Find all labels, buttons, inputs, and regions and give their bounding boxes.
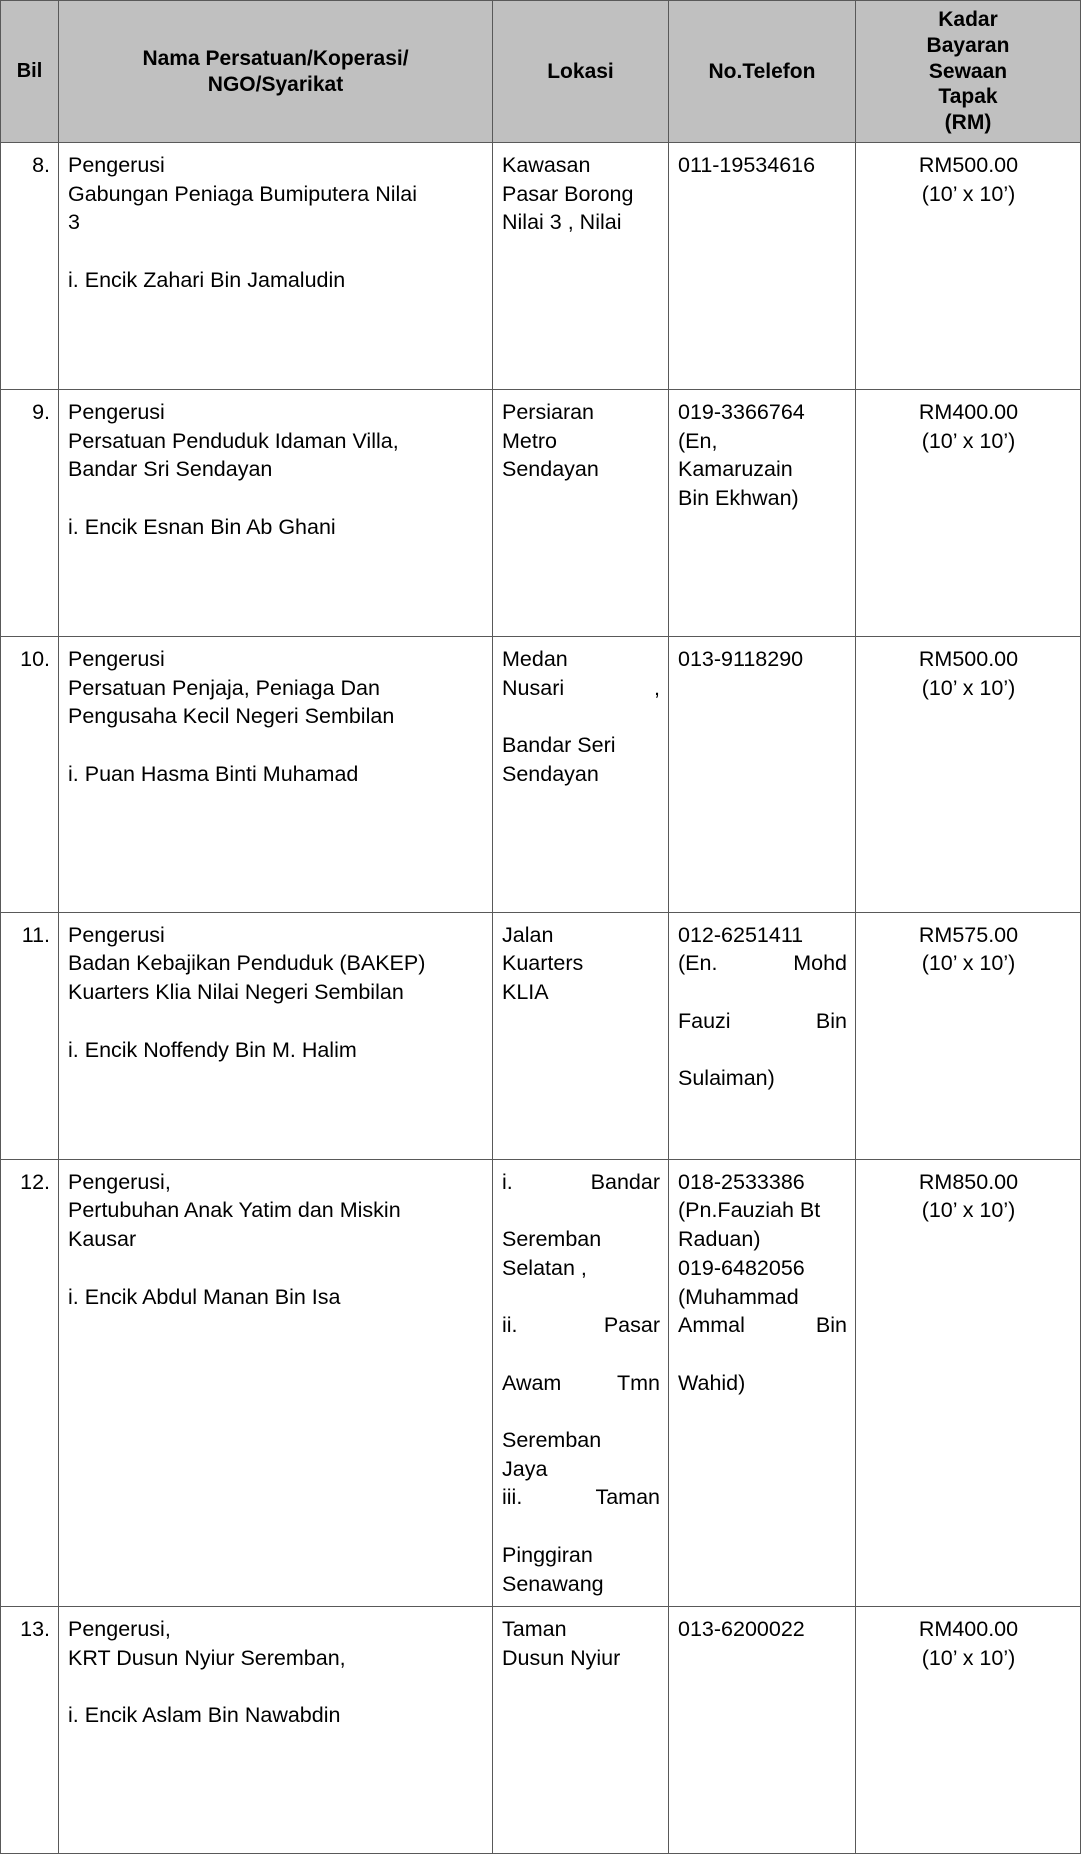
cell-telefon bbox=[669, 390, 856, 637]
nama-org-line: Persatuan Penduduk Idaman Villa, bbox=[68, 428, 399, 453]
column-header-bil-label: Bil bbox=[16, 60, 43, 83]
lokasi-line: Pinggiran bbox=[502, 1542, 593, 1567]
telefon-line: (Muhammad bbox=[678, 1284, 799, 1309]
lokasi-line: Medan bbox=[502, 647, 568, 672]
cell-telefon bbox=[669, 912, 856, 1159]
table-header-row bbox=[1, 1, 1081, 143]
nama-role: Pengerusi bbox=[68, 647, 165, 672]
nama-person: i. Encik Abdul Manan Bin Isa bbox=[68, 1284, 341, 1309]
lokasi-spacer bbox=[502, 1036, 660, 1065]
telefon-line: (En, bbox=[678, 428, 718, 453]
lokasi-line: Seremban bbox=[502, 1428, 602, 1453]
kadar-amount: RM850.00 bbox=[918, 1169, 1019, 1194]
lokasi-spacer bbox=[502, 1701, 660, 1730]
column-header-bil bbox=[1, 1, 59, 143]
lokasi-spacer bbox=[502, 1788, 660, 1817]
lokasi-spacer bbox=[502, 1093, 660, 1122]
nama-org-line: Persatuan Penjaja, Peniaga Dan bbox=[68, 675, 380, 700]
lokasi-line: Seremban bbox=[502, 1227, 602, 1252]
table-row bbox=[1, 390, 1081, 637]
lokasi-line: Persiaran bbox=[502, 400, 595, 425]
cell-nama bbox=[59, 637, 493, 913]
cell-kadar bbox=[856, 912, 1081, 1159]
kadar-size: (10’ x 10’) bbox=[921, 181, 1016, 206]
lokasi-spacer bbox=[502, 323, 660, 352]
cell-nama bbox=[59, 390, 493, 637]
lokasi-spacer bbox=[502, 1122, 660, 1151]
cell-lokasi bbox=[493, 390, 669, 637]
bil-value: 12. bbox=[20, 1169, 50, 1194]
cell-bil bbox=[1, 637, 59, 913]
nama-role: Pengerusi, bbox=[68, 1169, 171, 1194]
lokasi-spacer bbox=[502, 1730, 660, 1759]
table-row bbox=[1, 912, 1081, 1159]
nama-role: Pengerusi bbox=[68, 922, 165, 947]
telefon-line: 019-6482056 bbox=[678, 1255, 805, 1280]
cell-kadar bbox=[856, 143, 1081, 390]
lokasi-line: ii. Pasar bbox=[502, 1313, 660, 1338]
kadar-size: (10’ x 10’) bbox=[921, 675, 1016, 700]
lokasi-spacer bbox=[502, 1817, 660, 1846]
telefon-line: Fauzi Bin bbox=[678, 1008, 847, 1033]
table-row bbox=[1, 637, 1081, 913]
telefon-line: Ammal Bin bbox=[678, 1313, 847, 1338]
lokasi-spacer bbox=[502, 1064, 660, 1093]
column-header-kadar-label-line3: Sewaan bbox=[928, 59, 1008, 83]
telefon-line: 018-2533386 bbox=[678, 1169, 805, 1194]
lokasi-line: Senawang bbox=[502, 1571, 604, 1596]
cell-kadar bbox=[856, 390, 1081, 637]
kadar-amount: RM400.00 bbox=[918, 1617, 1019, 1642]
column-header-kadar-label-line5: (RM) bbox=[944, 110, 992, 134]
column-header-telefon bbox=[669, 1, 856, 143]
kadar-amount: RM500.00 bbox=[918, 153, 1019, 177]
lokasi-spacer bbox=[502, 513, 660, 542]
telefon-line: 013-6200022 bbox=[678, 1617, 805, 1642]
nama-role: Pengerusi, bbox=[68, 1617, 171, 1642]
cell-bil bbox=[1, 143, 59, 390]
column-header-kadar-label-line2: Bayaran bbox=[926, 34, 1010, 58]
cell-lokasi bbox=[493, 637, 669, 913]
nama-org-line: Pertubuhan Anak Yatim dan Miskin bbox=[68, 1198, 401, 1223]
lokasi-line: Dusun Nyiur bbox=[502, 1645, 621, 1670]
lokasi-spacer bbox=[502, 817, 660, 846]
lokasi-line: KLIA bbox=[502, 980, 549, 1005]
cell-lokasi bbox=[493, 1159, 669, 1606]
nama-org-line: Pengusaha Kecil Negeri Sembilan bbox=[68, 704, 395, 729]
lokasi-line: Metro bbox=[502, 428, 557, 453]
telefon-line: Wahid) bbox=[678, 1370, 746, 1395]
column-header-nama-label-line1: Nama Persatuan/Koperasi/ bbox=[142, 46, 409, 70]
cell-nama bbox=[59, 143, 493, 390]
nama-person: i. Puan Hasma Binti Muhamad bbox=[68, 761, 359, 786]
nama-spacer bbox=[68, 731, 484, 760]
bil-value: 11. bbox=[21, 922, 50, 947]
lokasi-spacer bbox=[502, 1283, 660, 1312]
cell-bil bbox=[1, 912, 59, 1159]
telefon-line: Sulaiman) bbox=[678, 1066, 775, 1091]
column-header-nama-label-line2: NGO/Syarikat bbox=[207, 72, 344, 96]
lokasi-spacer bbox=[502, 1007, 660, 1036]
bil-value: 13. bbox=[20, 1617, 50, 1642]
telefon-line: 011-19534616 bbox=[678, 153, 816, 177]
cell-bil bbox=[1, 1159, 59, 1606]
nama-spacer bbox=[68, 1673, 484, 1702]
nama-org-line: Badan Kebajikan Penduduk (BAKEP) bbox=[68, 951, 426, 976]
cell-kadar bbox=[856, 1607, 1081, 1854]
telefon-line: Bin Ekhwan) bbox=[678, 486, 799, 511]
cell-nama bbox=[59, 1159, 493, 1606]
lokasi-spacer bbox=[502, 352, 660, 381]
lokasi-spacer bbox=[502, 266, 660, 295]
column-header-lokasi-label: Lokasi bbox=[547, 59, 614, 83]
cell-kadar bbox=[856, 1159, 1081, 1606]
cell-telefon bbox=[669, 1159, 856, 1606]
lokasi-line: Sendayan bbox=[502, 457, 599, 482]
cell-nama bbox=[59, 1607, 493, 1854]
cell-bil bbox=[1, 1607, 59, 1854]
lokasi-spacer bbox=[502, 237, 660, 266]
nama-role: Pengerusi bbox=[68, 153, 165, 177]
nama-spacer bbox=[68, 1254, 484, 1283]
bil-value: 9. bbox=[32, 400, 50, 425]
telefon-line: (En. Mohd bbox=[678, 951, 847, 976]
nama-role: Pengerusi bbox=[68, 400, 165, 425]
lokasi-spacer bbox=[502, 542, 660, 571]
nama-org-line: Gabungan Peniaga Bumiputera Nilai bbox=[68, 181, 418, 206]
column-header-kadar-label-line4: Tapak bbox=[938, 85, 998, 109]
table-row bbox=[1, 1159, 1081, 1606]
lokasi-line: Nilai 3 , Nilai bbox=[502, 210, 622, 235]
kadar-amount: RM575.00 bbox=[918, 922, 1019, 947]
lokasi-line: Selatan , bbox=[502, 1255, 587, 1280]
lokasi-line: Sendayan bbox=[502, 761, 599, 786]
nama-org-line: Kausar bbox=[68, 1227, 137, 1252]
telefon-line: 019-3366764 bbox=[678, 400, 805, 425]
nama-person: i. Encik Esnan Bin Ab Ghani bbox=[68, 514, 336, 539]
nama-org-line: 3 bbox=[68, 210, 80, 235]
cell-bil bbox=[1, 390, 59, 637]
table-body bbox=[1, 143, 1081, 1854]
lokasi-line: Pasar Borong bbox=[502, 181, 634, 206]
lokasi-spacer bbox=[502, 295, 660, 324]
bil-value: 8. bbox=[32, 153, 50, 177]
cell-telefon bbox=[669, 637, 856, 913]
nama-person: i. Encik Noffendy Bin M. Halim bbox=[68, 1037, 357, 1062]
nama-org-line: Bandar Sri Sendayan bbox=[68, 457, 273, 482]
telefon-line: Raduan) bbox=[678, 1227, 761, 1252]
lokasi-spacer bbox=[502, 846, 660, 875]
cell-lokasi bbox=[493, 143, 669, 390]
column-header-lokasi bbox=[493, 1, 669, 143]
lokasi-spacer bbox=[502, 789, 660, 818]
kadar-amount: RM500.00 bbox=[918, 647, 1019, 672]
lokasi-line: Jalan bbox=[502, 922, 554, 947]
table-row bbox=[1, 143, 1081, 390]
lokasi-spacer bbox=[502, 1759, 660, 1788]
cell-telefon bbox=[669, 1607, 856, 1854]
lokasi-line: Jaya bbox=[502, 1456, 548, 1481]
lokasi-line: Kuarters bbox=[502, 951, 584, 976]
telefon-line: 013-9118290 bbox=[678, 647, 804, 672]
kadar-size: (10’ x 10’) bbox=[921, 1198, 1016, 1223]
column-header-nama bbox=[59, 1, 493, 143]
telefon-line: (Pn.Fauziah Bt bbox=[678, 1198, 821, 1223]
nama-spacer bbox=[68, 1007, 484, 1036]
table-row bbox=[1, 1607, 1081, 1854]
lokasi-line: Awam Tmn bbox=[502, 1370, 660, 1395]
kadar-size: (10’ x 10’) bbox=[921, 1645, 1016, 1670]
telefon-line: Kamaruzain bbox=[678, 457, 793, 482]
kadar-amount: RM400.00 bbox=[918, 400, 1019, 425]
lokasi-line: Bandar Seri bbox=[502, 733, 616, 758]
lokasi-spacer bbox=[502, 571, 660, 600]
lokasi-line: Kawasan bbox=[502, 153, 591, 177]
cell-kadar bbox=[856, 637, 1081, 913]
nama-org-line: KRT Dusun Nyiur Seremban, bbox=[68, 1645, 346, 1670]
kadar-size: (10’ x 10’) bbox=[921, 428, 1016, 453]
nama-person: i. Encik Zahari Bin Jamaludin bbox=[68, 267, 346, 292]
kadar-size: (10’ x 10’) bbox=[921, 951, 1016, 976]
table-header bbox=[1, 1, 1081, 143]
lokasi-line: iii. Taman bbox=[502, 1485, 660, 1510]
nama-spacer bbox=[68, 237, 484, 266]
lokasi-spacer bbox=[502, 484, 660, 513]
cell-lokasi bbox=[493, 1607, 669, 1854]
lokasi-line: Taman bbox=[502, 1617, 567, 1642]
column-header-kadar-label-line1: Kadar bbox=[938, 8, 998, 32]
nama-person: i. Encik Aslam Bin Nawabdin bbox=[68, 1703, 341, 1728]
bil-value: 10. bbox=[20, 647, 50, 672]
column-header-kadar bbox=[856, 1, 1081, 143]
nama-org-line: Kuarters Klia Nilai Negeri Sembilan bbox=[68, 980, 404, 1005]
cell-lokasi bbox=[493, 912, 669, 1159]
lokasi-line: Nusari , bbox=[502, 675, 660, 700]
telefon-line: 012-6251411 bbox=[678, 922, 804, 947]
lokasi-spacer bbox=[502, 875, 660, 904]
column-header-telefon-label: No.Telefon bbox=[708, 59, 816, 83]
cell-telefon bbox=[669, 143, 856, 390]
lokasi-spacer bbox=[502, 599, 660, 628]
lokasi-spacer bbox=[502, 1673, 660, 1702]
lokasi-line: i. Bandar bbox=[502, 1169, 660, 1194]
nama-spacer bbox=[68, 484, 484, 513]
cell-nama bbox=[59, 912, 493, 1159]
